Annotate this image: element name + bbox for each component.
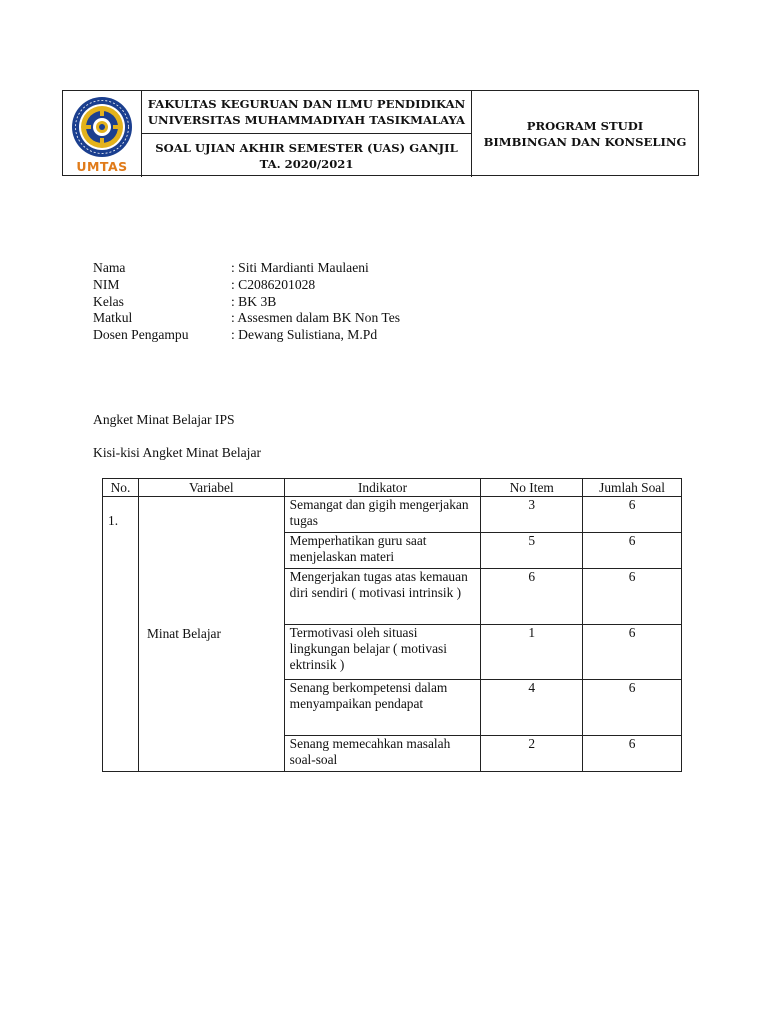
cell-indikator: Mengerjakan tugas atas kemauan diri sendiri ( motivasi intrinsik ) — [284, 569, 481, 625]
info-value: : BK 3B — [231, 293, 277, 309]
table-row — [103, 497, 682, 533]
program-name: BIMBINGAN DAN KONSELING — [483, 135, 687, 149]
cell-indikator: Memperhatikan guru saat menjelaskan materi — [284, 533, 481, 569]
info-label: Nama — [93, 260, 126, 275]
cell-jumlah-soal: 6 — [583, 497, 682, 533]
exam-title: SOAL UJIAN AKHIR SEMESTER (UAS) GANJIL — [155, 140, 458, 155]
cell-jumlah-soal: 6 — [583, 680, 682, 736]
kisi-title: Kisi-kisi Angket Minat Belajar — [93, 445, 262, 460]
cell-indikator: Termotivasi oleh situasi lingkungan belajar ( motivasi ektrinsik ) — [284, 625, 481, 680]
header-indikator: Indikator — [284, 479, 481, 497]
header-no-item: No Item — [481, 479, 583, 497]
kisi-kisi-table — [102, 478, 682, 772]
angket-title: Angket Minat Belajar IPS — [93, 412, 235, 427]
university-name: UNIVERSITAS MUHAMMADIYAH TASIKMALAYA — [147, 113, 466, 127]
info-value: : Assesmen dalam BK Non Tes — [231, 310, 401, 326]
cell-indikator: Semangat dan gigih mengerjakan tugas — [284, 497, 481, 533]
cell-jumlah-soal: 6 — [583, 625, 682, 680]
cell-jumlah-soal: 6 — [583, 736, 682, 772]
faculty-cell — [142, 91, 472, 134]
cell-no-item: 3 — [481, 497, 583, 533]
info-row-nim — [93, 277, 400, 294]
cell-no-item: 6 — [481, 569, 583, 625]
academic-year: TA. 2020/2021 — [259, 156, 354, 171]
exam-cell — [142, 134, 472, 177]
program-label: PROGRAM STUDI — [526, 119, 644, 133]
logo-text: UMTAS — [76, 159, 128, 174]
header-no: No. — [103, 479, 139, 497]
info-label: Kelas — [93, 293, 124, 309]
info-label: NIM — [93, 276, 120, 292]
cell-indikator: Senang berkompetensi dalam menyampaikan pendapat — [284, 680, 481, 736]
header-variabel: Variabel — [138, 479, 284, 497]
info-label: Dosen Pengampu — [93, 327, 189, 343]
program-cell — [472, 91, 698, 177]
cell-jumlah-soal: 6 — [583, 533, 682, 569]
cell-no: 1. — [103, 497, 139, 772]
logo-cell — [63, 91, 142, 177]
university-logo-icon — [68, 95, 136, 159]
cell-variabel: Minat Belajar — [138, 497, 284, 772]
cell-jumlah-soal: 6 — [583, 569, 682, 625]
cell-no-item: 5 — [481, 533, 583, 569]
cell-no-item: 1 — [481, 625, 583, 680]
cell-indikator: Senang memecahkan masalah soal-soal — [284, 736, 481, 772]
header-jumlah-soal: Jumlah Soal — [583, 479, 682, 497]
info-row-nama — [93, 260, 400, 277]
cell-no-item: 2 — [481, 736, 583, 772]
info-row-dosen — [93, 327, 400, 344]
info-value: : C2086201028 — [231, 276, 316, 292]
info-label: Matkul — [93, 310, 133, 326]
cell-no-item: 4 — [481, 680, 583, 736]
student-info — [93, 260, 400, 344]
info-value: : Siti Mardianti Maulaeni — [231, 260, 369, 275]
info-row-kelas — [93, 294, 400, 311]
info-row-matkul — [93, 310, 400, 327]
info-value: : Dewang Sulistiana, M.Pd — [231, 327, 378, 343]
document-header — [62, 90, 699, 176]
table-header-row — [103, 479, 682, 497]
faculty-name: FAKULTAS KEGURUAN DAN ILMU PENDIDIKAN — [147, 97, 466, 111]
